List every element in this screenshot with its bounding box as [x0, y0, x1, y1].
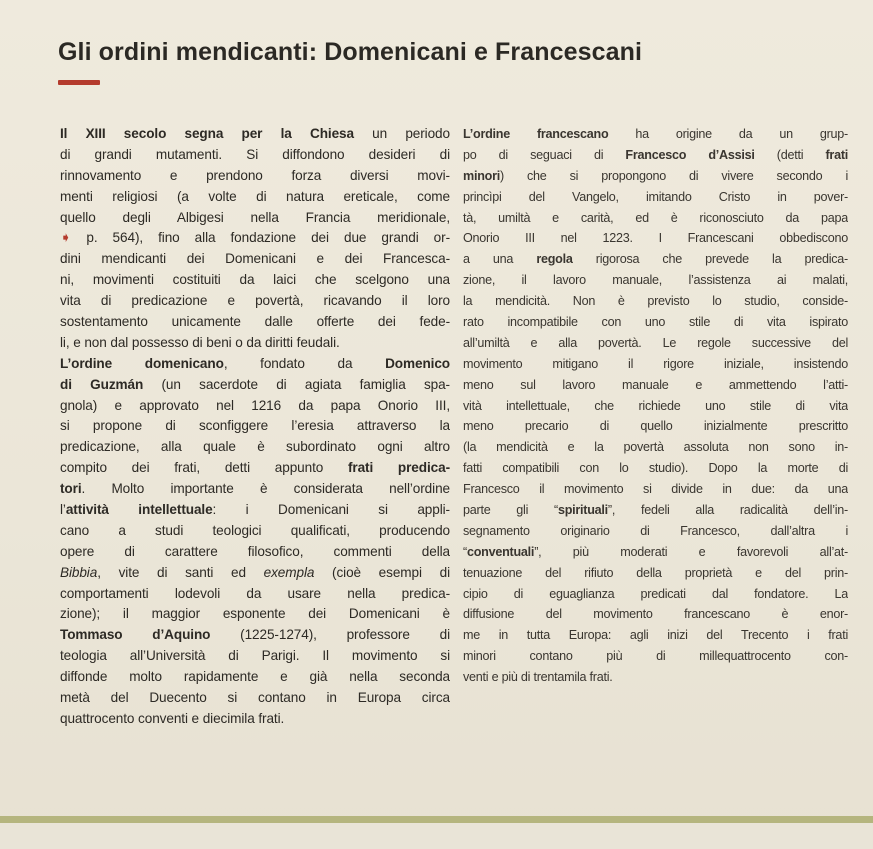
text-run: princìpi del Vangelo, imitando Cristo in pover- — [463, 189, 848, 204]
text-run: , fondato da — [223, 355, 386, 371]
text-run: Francesco il movimento si divide in due: da una — [463, 482, 848, 497]
text-line — [463, 625, 848, 646]
text-run: (detti — [754, 147, 826, 162]
bold-term: frati — [825, 147, 848, 162]
text-line — [60, 625, 450, 646]
text-line — [463, 333, 848, 354]
bottom-rule — [0, 816, 873, 823]
cross-reference-arrow-icon: ➧ — [60, 230, 72, 246]
bold-term: L’ordine domenicano — [60, 355, 224, 371]
text-line — [463, 667, 848, 688]
bold-term: Francesco d’Assisi — [625, 147, 755, 162]
italic-term: exempla — [263, 564, 315, 580]
text-line — [463, 542, 848, 563]
text-run: zione, il lavoro manuale, l’assistenza ai malati, — [463, 273, 848, 288]
text-run: di grandi mutamenti. Si diffondono desideri di — [60, 146, 450, 162]
text-run: quello degli Albigesi nella Francia meridionale, — [60, 209, 450, 225]
text-run: movimento mitigano il rigore iniziale, insistendo — [463, 356, 848, 371]
text-run: vità intellettuale, che richiede uno stile di vita — [463, 398, 848, 413]
text-line — [60, 396, 450, 417]
text-run: la mendicità. Non è previsto lo studio, conside- — [463, 294, 848, 309]
right-column — [463, 124, 848, 688]
left-column — [60, 124, 450, 730]
text-run: . Molto importante è considerata nell’ordine — [81, 481, 450, 497]
text-run: fatti compatibili con lo studio). Dopo la morte di — [463, 461, 848, 476]
text-line — [463, 521, 848, 542]
text-run: tenuazione del rifiuto della proprietà e del prin- — [463, 565, 848, 580]
text-run: cipio di eguaglianza predicati dal fondatore. La — [463, 586, 848, 601]
text-line — [60, 479, 450, 500]
text-line — [60, 291, 450, 312]
text-line — [60, 187, 450, 208]
text-line — [463, 312, 848, 333]
text-run: diffusione del movimento francescano è enor- — [463, 607, 848, 622]
text-line — [60, 354, 450, 375]
text-run: (la mendicità e la povertà assoluta non sono in- — [463, 440, 848, 455]
text-line — [60, 416, 450, 437]
text-line — [463, 375, 848, 396]
text-line — [60, 270, 450, 291]
text-line — [463, 249, 848, 270]
bold-term: Domenico — [385, 355, 450, 371]
text-run: p. 564), fino alla fondazione dei due grandi or- — [71, 230, 450, 246]
text-line — [60, 500, 450, 521]
text-run: un periodo — [353, 126, 450, 141]
text-run: parte gli “ — [463, 503, 558, 518]
text-run: sostentamento unicamente dalle offerte dei fede- — [60, 314, 450, 330]
text-line — [463, 646, 848, 667]
text-run: all’umiltà e alla povertà. Le regole successive del — [463, 335, 848, 350]
text-run: venti e più di trentamila frati. — [463, 670, 613, 685]
text-run: (1225-1274), professore di — [210, 627, 450, 643]
text-run: quattrocento conventi e diecimila frati. — [60, 710, 285, 726]
text-run: me in tutta Europa: agli inizi del Trecento i frati — [463, 628, 848, 643]
text-run: cano a studi teologici qualificati, producendo — [60, 522, 450, 538]
text-run: dini mendicanti dei Domenicani e dei Francesca- — [60, 251, 450, 267]
text-line — [463, 166, 848, 187]
text-run: l’ — [60, 502, 66, 518]
text-run: (cioè esempi di — [314, 564, 450, 580]
italic-term: Bibbia — [60, 564, 98, 580]
text-run: compito dei frati, detti appunto — [60, 460, 348, 476]
text-line — [60, 709, 450, 730]
text-line — [60, 521, 450, 542]
text-run: Onorio III nel 1223. I Francescani obbediscono — [463, 231, 848, 246]
text-run: segnamento originario di Francesco, dall’altra i — [463, 523, 848, 538]
text-line — [60, 542, 450, 563]
text-line — [463, 396, 848, 417]
text-run: li, e non dal possesso di beni o da diritti feudali. — [60, 334, 340, 350]
text-line — [463, 187, 848, 208]
text-run: “ — [463, 544, 467, 559]
text-line — [463, 208, 848, 229]
text-line — [463, 437, 848, 458]
text-run: tà, umiltà e carità, ed è riconosciuto da papa — [463, 210, 848, 225]
text-run: diffonde molto rapidamente e già nella seconda — [60, 669, 450, 685]
text-line — [60, 208, 450, 229]
text-line — [463, 584, 848, 605]
text-line — [60, 375, 450, 396]
text-run: zione); il maggior esponente dei Domenicani è — [60, 606, 450, 622]
bold-term: conventuali — [466, 544, 535, 559]
text-line — [60, 667, 450, 688]
text-run: minori contano più di millequattrocento con- — [463, 649, 848, 664]
text-run: rigorosa che prevede la predica- — [572, 252, 848, 267]
text-line — [463, 291, 848, 312]
text-line — [60, 228, 450, 249]
bold-term: L’ordine francescano — [463, 127, 609, 141]
text-line — [60, 604, 450, 625]
title-accent-bar — [58, 80, 100, 85]
text-run: meno precario di quello inizialmente prescritto — [463, 419, 848, 434]
text-run: metà del Duecento si contano in Europa circa — [60, 690, 450, 706]
text-run: menti religiosi (a volte di natura ereticale, come — [60, 188, 450, 204]
page-title: Gli ordini mendicanti: Domenicani e Francescani — [58, 38, 643, 66]
text-run: (un sacerdote di agiata famiglia spa- — [143, 376, 450, 392]
text-run: opere di carattere filosofico, commenti della — [60, 543, 450, 559]
text-line — [463, 416, 848, 437]
text-run: ”, più moderati e favorevoli all’at- — [534, 544, 848, 559]
text-run: po di seguaci di — [463, 147, 626, 162]
bold-term: di Guzmán — [60, 376, 144, 392]
text-line — [463, 145, 848, 166]
text-run: a una — [463, 252, 537, 267]
bottom-margin — [0, 823, 873, 849]
text-line — [60, 312, 450, 333]
text-line — [463, 228, 848, 249]
text-line — [463, 479, 848, 500]
text-line — [463, 458, 848, 479]
bold-term: regola — [536, 252, 573, 267]
text-line — [463, 500, 848, 521]
text-line — [463, 563, 848, 584]
text-line — [463, 270, 848, 291]
text-run: : i Domenicani si appli- — [212, 502, 450, 518]
text-run: vita di predicazione e povertà, ricavando il loro — [60, 293, 450, 309]
text-run: teologia all’Università di Parigi. Il movimento si — [60, 648, 450, 664]
text-run: ha origine da un grup- — [608, 127, 848, 141]
text-line — [60, 437, 450, 458]
text-run: rinnovamento e prendono forza diversi movi- — [60, 167, 450, 183]
text-line — [60, 584, 450, 605]
text-run: meno sul lavoro manuale e ammettendo l’atti- — [463, 377, 848, 392]
text-line — [60, 646, 450, 667]
text-line — [463, 604, 848, 625]
text-run: rato incompatibile con uno stile di vita ispirato — [463, 315, 848, 330]
text-line — [60, 563, 450, 584]
text-run: gnola) e approvato nel 1216 da papa Onorio III, — [60, 397, 450, 413]
text-line — [60, 166, 450, 187]
text-line — [60, 145, 450, 166]
text-line — [60, 688, 450, 709]
text-run: ) che si propongono di vivere secondo i — [499, 168, 848, 183]
bold-term: attività intellettuale — [65, 502, 213, 518]
text-line — [60, 458, 450, 479]
text-run: si propone di sconfiggere l’eresia attraverso la — [60, 418, 450, 434]
text-line — [60, 249, 450, 270]
text-run: ”, fedeli alla radicalità dell’in- — [607, 503, 848, 518]
text-line — [463, 124, 848, 145]
bold-term: tori — [60, 481, 82, 497]
bold-term: Tommaso d’Aquino — [60, 627, 211, 643]
text-run: ni, movimenti costituiti da laici che scelgono una — [60, 272, 450, 288]
bold-term: Il XIII secolo segna per la Chiesa — [60, 126, 354, 141]
bold-term: spirituali — [557, 503, 608, 518]
text-run: comportamenti lodevoli da usare nella predica- — [60, 585, 450, 601]
bold-term: minori — [463, 168, 500, 183]
text-line — [463, 354, 848, 375]
text-run: , vite di santi ed — [97, 564, 264, 580]
bold-term: frati predica- — [347, 460, 450, 476]
text-line — [60, 124, 450, 145]
text-run: predicazione, alla quale è subordinato ogni altro — [60, 439, 450, 455]
text-line — [60, 333, 450, 354]
